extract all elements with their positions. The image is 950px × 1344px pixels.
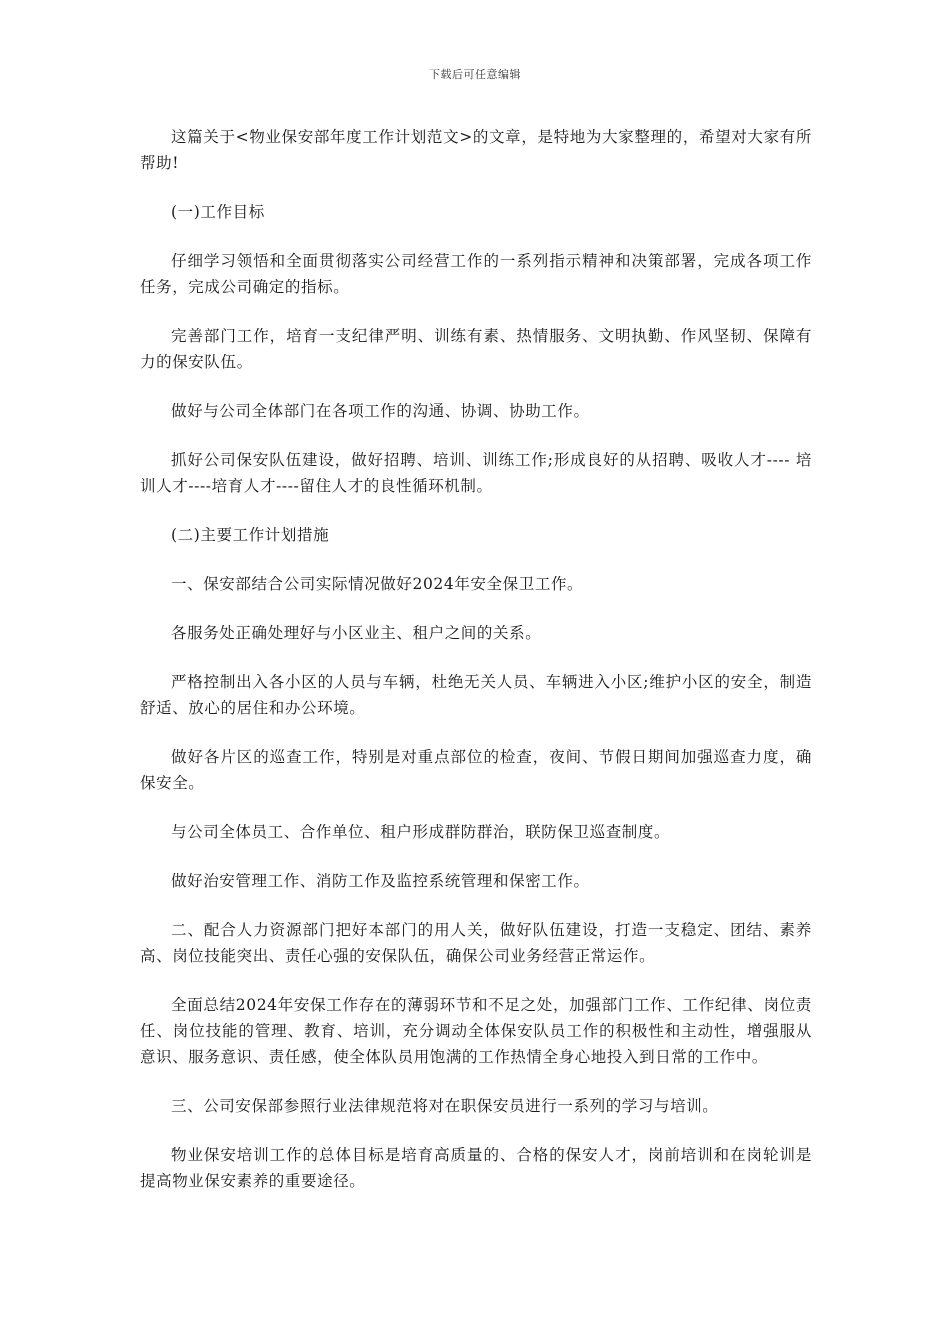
intro-paragraph: 这篇关于<物业保安部年度工作计划范文>的文章，是特地为大家整理的，希望对大家有所帮助! (140, 128, 812, 172)
paragraph: 抓好公司保安队伍建设，做好招聘、培训、训练工作;形成良好的从招聘、吸收人才---- 培训人才----培育人才----留住人才的良性循环机制。 (140, 451, 812, 495)
paragraph: 完善部门工作，培育一支纪律严明、训练有素、热情服务、文明执勤、作风坚韧、保障有力的保安队伍。 (140, 327, 812, 371)
paragraph: 二、配合人力资源部门把好本部门的用人关，做好队伍建设，打造一支稳定、团结、素养高、岗位技能突出、责任心强的安保队伍，确保公司业务经营正常运作。 (140, 921, 812, 965)
paragraph: 严格控制出入各小区的人员与车辆，杜绝无关人员、车辆进入小区;维护小区的安全，制造舒适、放心的居住和办公环境。 (140, 673, 812, 717)
paragraph: 各服务处正确处理好与小区业主、租户之间的关系。 (171, 624, 542, 642)
header-note: 下载后可任意编辑 (429, 68, 521, 81)
paragraph: 与公司全体员工、合作单位、租户形成群防群治，联防保卫巡查制度。 (171, 823, 671, 841)
paragraph: 物业保安培训工作的总体目标是培育高质量的、合格的保安人才，岗前培训和在岗轮训是提高物业保安素养的重要途径。 (140, 1146, 812, 1190)
section-heading-goals: (一)工作目标 (171, 203, 265, 221)
paragraph: 仔细学习领悟和全面贯彻落实公司经营工作的一系列指示精神和决策部署，完成各项工作任务，完成公司确定的指标。 (140, 252, 812, 296)
section-heading-measures: (二)主要工作计划措施 (171, 526, 330, 544)
paragraph: 一、保安部结合公司实际情况做好2024年安全保卫工作。 (171, 575, 584, 593)
paragraph: 做好治安管理工作、消防工作及监控系统管理和保密工作。 (171, 872, 590, 890)
paragraph: 做好与公司全体部门在各项工作的沟通、协调、协助工作。 (171, 402, 590, 420)
paragraph: 全面总结2024年安保工作存在的薄弱环节和不足之处，加强部门工作、工作纪律、岗位责任、岗位技能的管理、教育、培训，充分调动全体保安队员工作的积极性和主动性，增强服从意识、服务意识、责任感，使全体队员用饱满的工作热情全身心地投入到日常的工作中。 (140, 996, 812, 1066)
paragraph: 做好各片区的巡查工作，特别是对重点部位的检查，夜间、节假日期间加强巡查力度，确保安全。 (140, 748, 812, 792)
document-body (140, 124, 812, 1217)
paragraph: 三、公司安保部参照行业法律规范将对在职保安员进行一系列的学习与培训。 (171, 1097, 719, 1115)
